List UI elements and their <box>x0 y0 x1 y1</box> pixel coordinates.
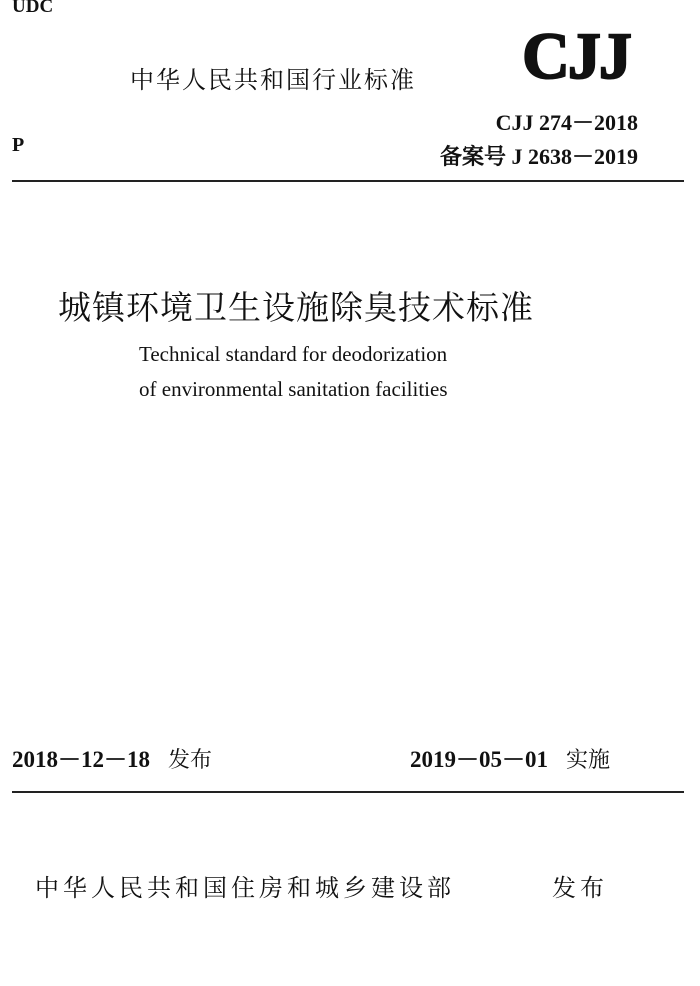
issue-label: 发布 <box>168 748 213 773</box>
effective-date: 2019－05－01 <box>410 747 548 772</box>
top-divider <box>12 180 684 182</box>
industry-standard-heading: 中华人民共和国行业标准 <box>130 66 416 94</box>
classification-letter: P <box>12 134 25 156</box>
effective-label: 实施 <box>566 748 611 773</box>
ministry-release-label: 发布 <box>552 874 608 902</box>
udc-label: UDC <box>12 0 54 17</box>
filing-number: 备案号 J 2638－2019 <box>439 144 638 169</box>
issue-date: 2018－12－18 <box>12 747 150 772</box>
cjj-logo-text: CJJ <box>522 20 630 90</box>
title-english-line1: Technical standard for deodorization <box>139 342 448 366</box>
ministry-name: 中华人民共和国住房和城乡建设部 <box>35 874 455 902</box>
standard-code: CJJ 274－2018 <box>495 110 638 135</box>
title-english-line2: of environmental sanitation facilities <box>139 377 448 401</box>
issue-date-block <box>12 741 212 774</box>
effective-date-block <box>410 741 610 774</box>
title-chinese: 城镇环境卫生设施除臭技术标准 <box>58 288 534 327</box>
cjj-logo <box>512 18 640 90</box>
bottom-divider <box>12 791 684 793</box>
